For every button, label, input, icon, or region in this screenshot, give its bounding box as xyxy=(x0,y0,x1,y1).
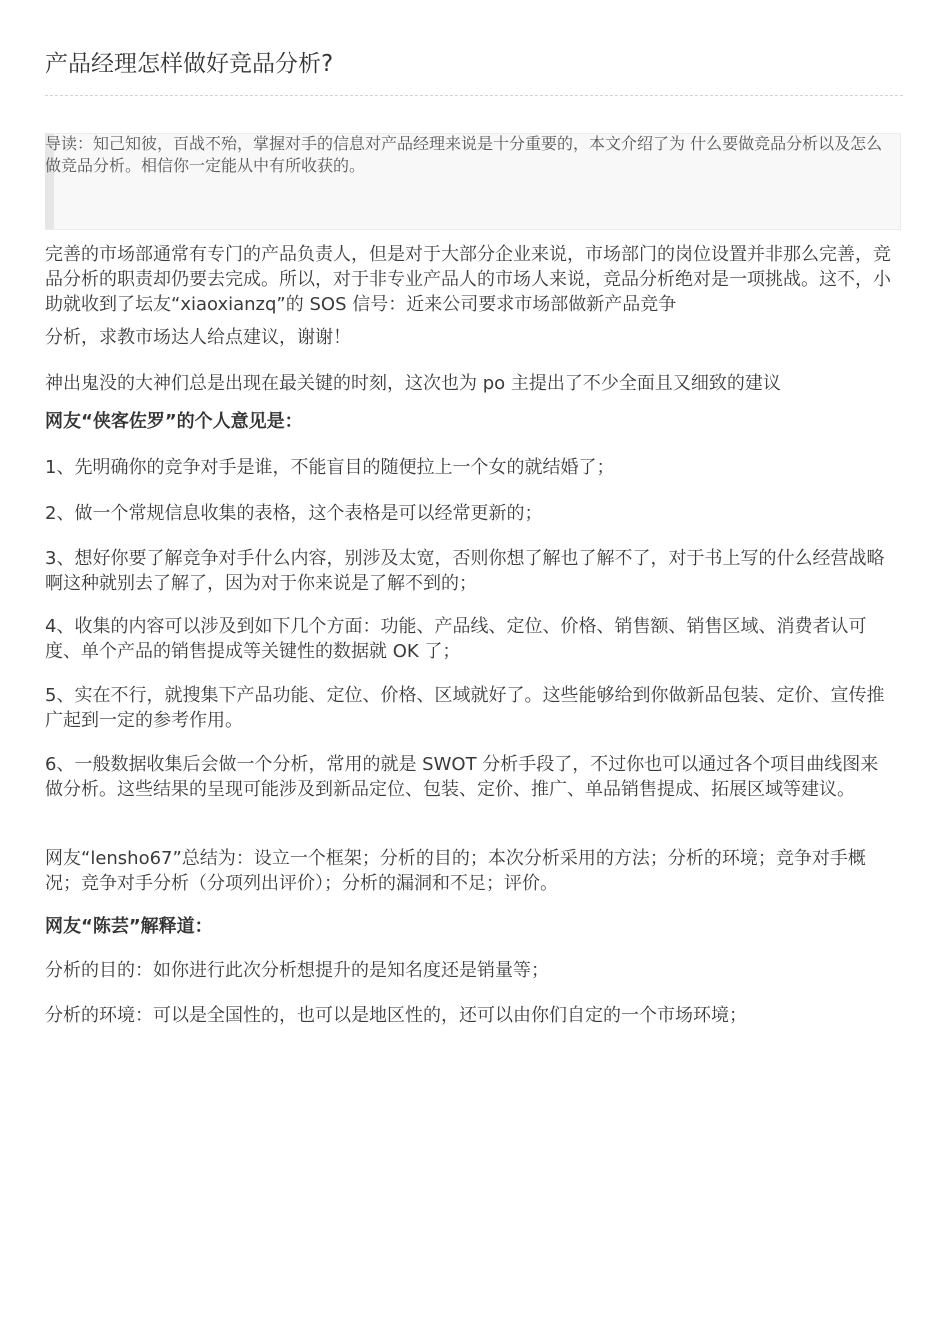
paragraph-request: 分析，求教市场达人给点建议，谢谢！ xyxy=(45,327,351,348)
list-item-2: 2、做一个常规信息收集的表格，这个表格是可以经常更新的； xyxy=(45,503,543,524)
list-item-5: 5、实在不行，就搜集下产品功能、定位、价格、区域就好了。这些能够给到你做新品包装、定价、宣传推广起到一定的参考作用。 xyxy=(45,685,885,731)
paragraph-environment: 分析的环境：可以是全国性的，也可以是地区性的，还可以由你们自定的一个市场环境； xyxy=(45,1005,747,1026)
paragraph-background: 完善的市场部通常有专门的产品负责人，但是对于大部分企业来说，市场部门的岗位设置并非那么完善，竞品分析的职责却仍要去完成。所以，对于非专业产品人的市场人来说，竞品分析绝对是一项挑战。这不，小助就收到了坛友“xiaoxianzq”的 SOS 信号：近来公司要求市场部做新产品竞争 xyxy=(45,244,891,315)
article-title: 产品经理怎样做好竞品分析? xyxy=(45,51,334,77)
intro-text: 导读：知己知彼，百战不殆，掌握对手的信息对产品经理来说是十分重要的，本文介绍了为 什么要做竞品分析以及怎么做竞品分析。相信你一定能从中有所收获的。 xyxy=(45,134,883,175)
paragraph-purpose: 分析的目的：如你进行此次分析想提升的是知名度还是销量等； xyxy=(45,960,549,981)
heading-user-xiake: 网友“侠客佐罗”的个人意见是： xyxy=(45,411,303,432)
list-item-1: 1、先明确你的竞争对手是谁，不能盲目的随便拉上一个女的就结婚了； xyxy=(45,457,615,478)
heading-user-chenyun: 网友“陈芸”解释道： xyxy=(45,916,213,937)
paragraph-lensho67: 网友“lensho67”总结为：设立一个框架；分析的目的；本次分析采用的方法；分析的环境；竞争对手概况；竞争对手分析（分项列出评价）；分析的漏洞和不足；评价。 xyxy=(45,848,866,894)
list-item-6: 6、一般数据收集后会做一个分析，常用的就是 SWOT 分析手段了，不过你也可以通过各个项目曲线图来做分析。这些结果的呈现可能涉及到新品定位、包装、定价、推广、单品销售提成、拓展区域等建议。 xyxy=(45,754,879,800)
paragraph-experts: 神出鬼没的大神们总是出现在最关键的时刻，这次也为 po 主提出了不少全面且又细致的建议 xyxy=(45,373,781,394)
title-divider xyxy=(45,95,903,96)
list-item-4: 4、收集的内容可以涉及到如下几个方面：功能、产品线、定位、价格、销售额、销售区域、消费者认可度、单个产品的销售提成等关键性的数据就 OK 了； xyxy=(45,616,867,662)
list-item-3: 3、想好你要了解竞争对手什么内容，别涉及太宽，否则你想了解也了解不了，对于书上写的什么经营战略啊这种就别去了解了，因为对于你来说是了解不到的； xyxy=(45,548,885,594)
